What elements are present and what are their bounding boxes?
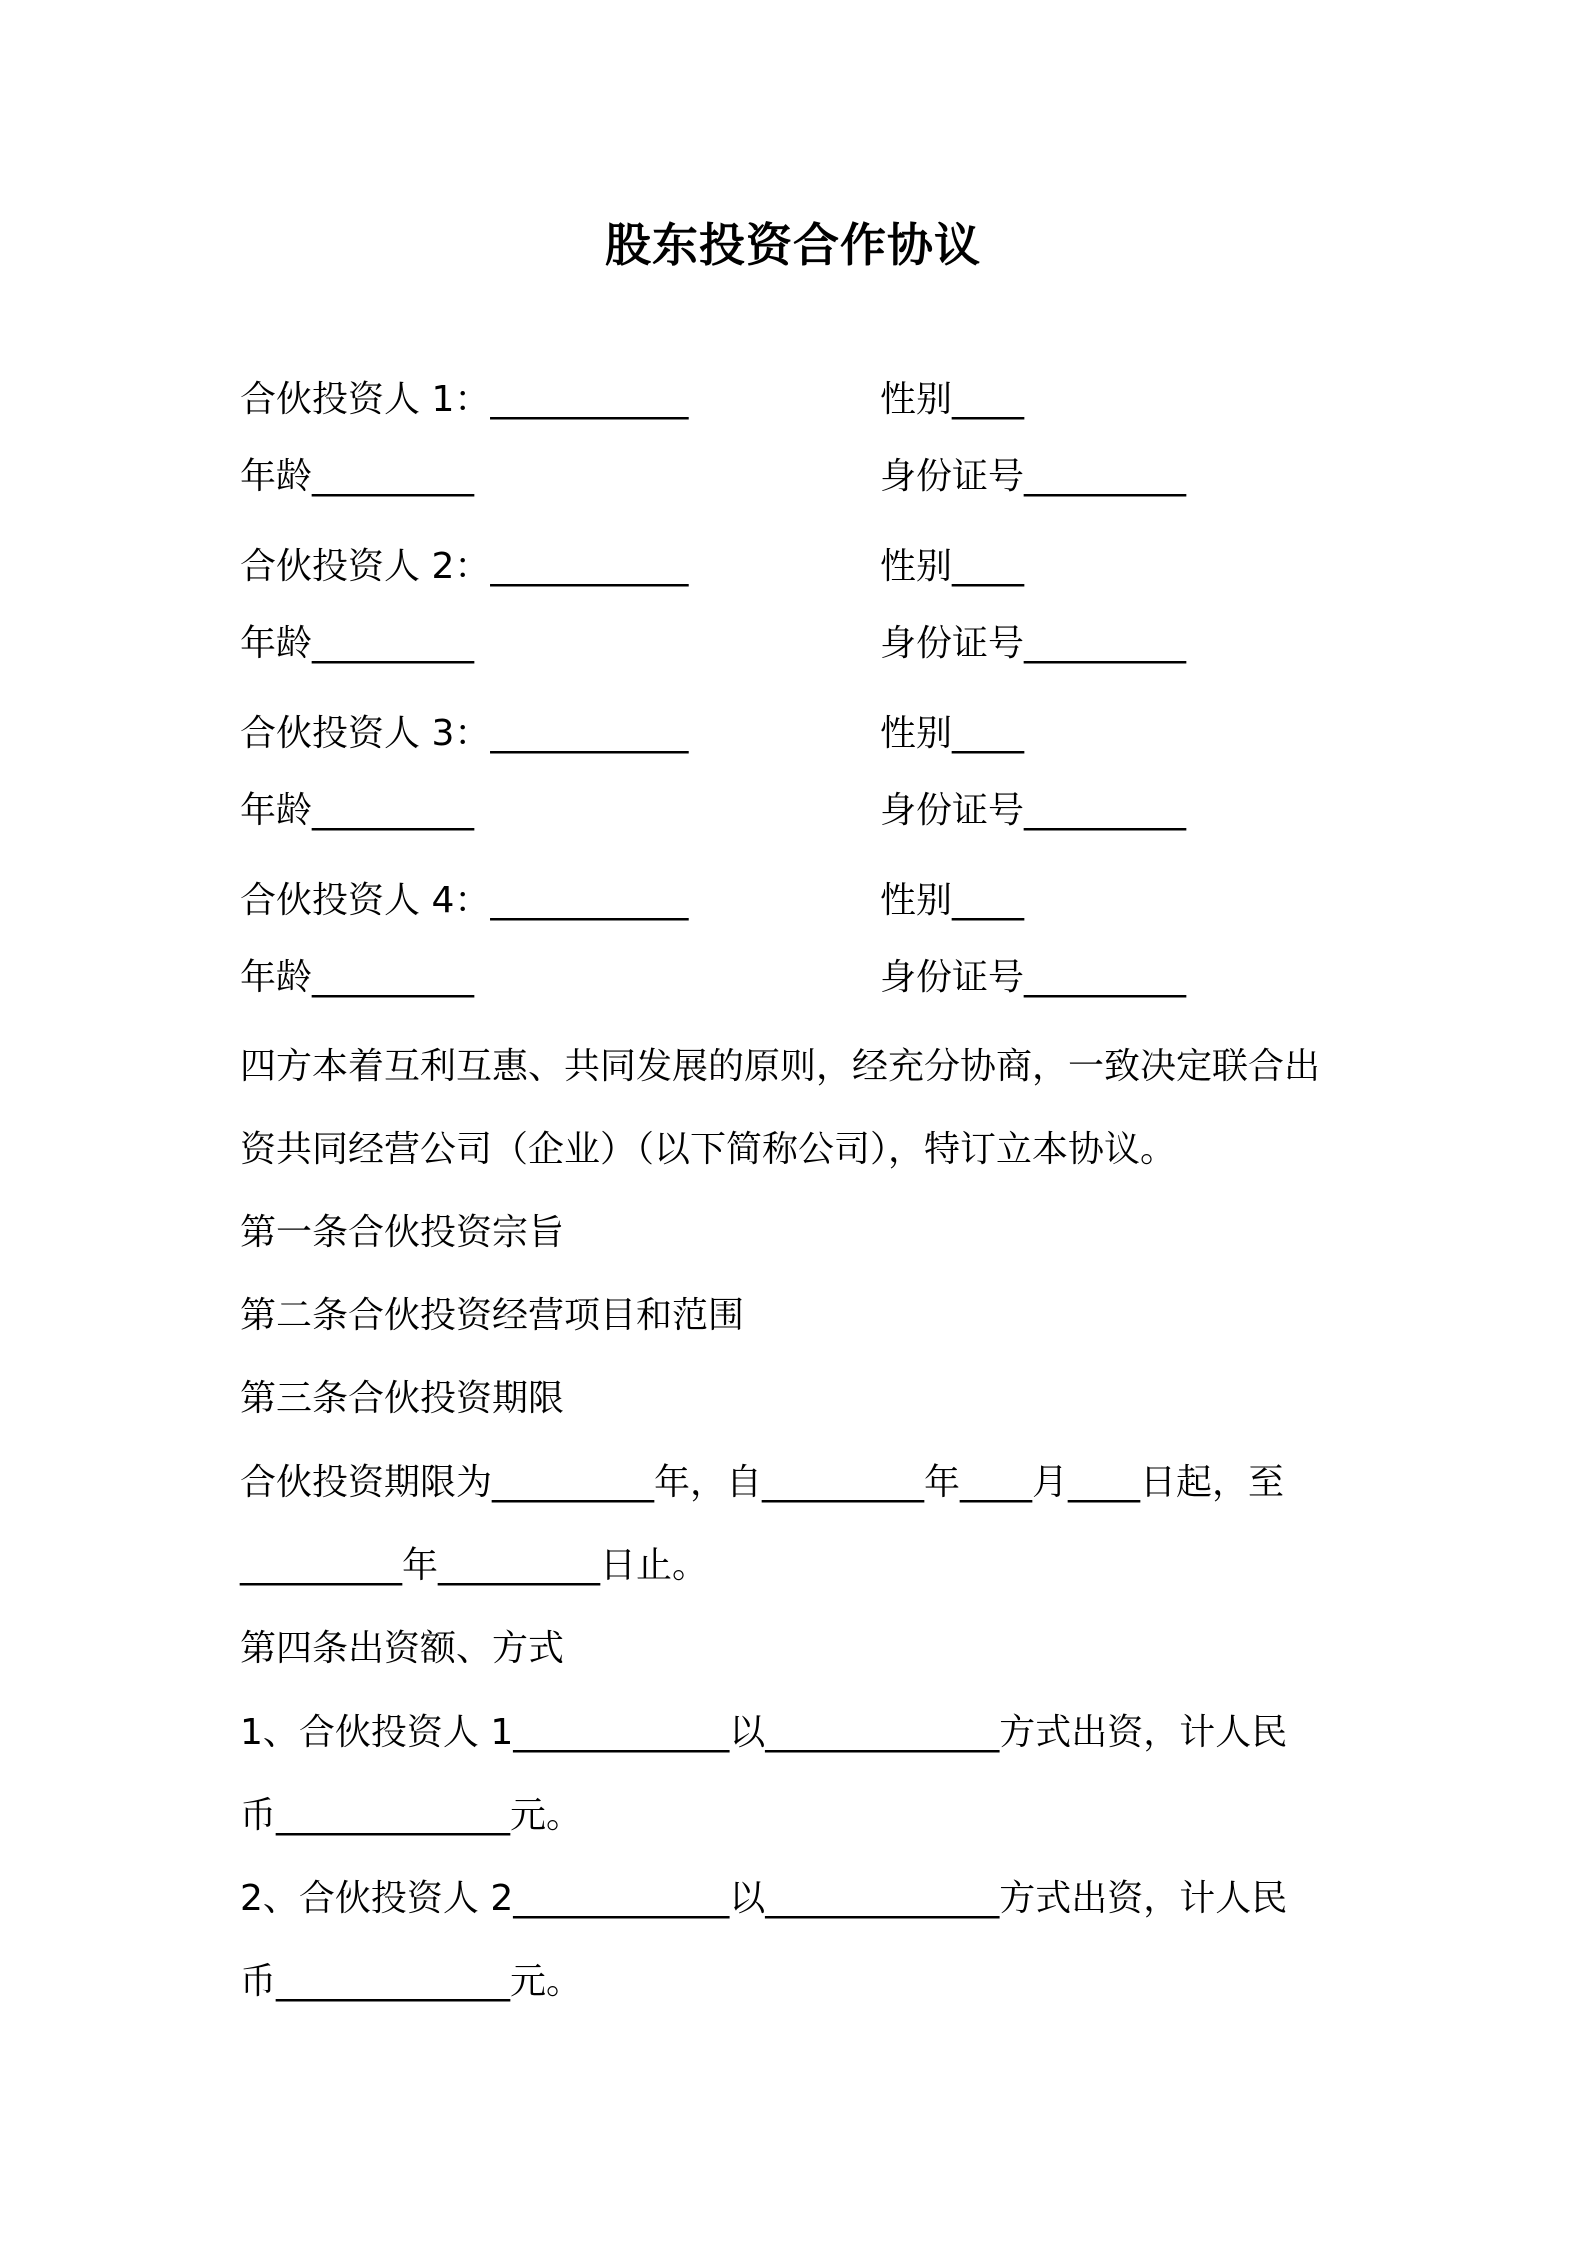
document-title: 股东投资合作协议 bbox=[605, 218, 981, 272]
article-4-heading: 第四条出资额、方式 bbox=[240, 1628, 565, 1669]
article-1-heading: 第一条合伙投资宗旨 bbox=[240, 1212, 565, 1253]
investor-4-age-field: 年龄_________ bbox=[240, 957, 475, 998]
investor-2-id-field: 身份证号_________ bbox=[880, 623, 1187, 664]
contribution-2-line-2: 币_____________元。 bbox=[240, 1961, 583, 2002]
investor-2-age-field: 年龄_________ bbox=[240, 623, 475, 664]
investor-3-age-field: 年龄_________ bbox=[240, 790, 475, 831]
investor-4-gender-field: 性别____ bbox=[880, 880, 1025, 921]
investor-3-gender-field: 性别____ bbox=[880, 713, 1025, 754]
investor-4-id-field: 身份证号_________ bbox=[880, 957, 1187, 998]
preamble-line-2: 资共同经营公司（企业）（以下简称公司），特订立本协议。 bbox=[240, 1129, 1177, 1170]
investor-1-id-field: 身份证号_________ bbox=[880, 456, 1187, 497]
investor-1-name-field: 合伙投资人 1：___________ bbox=[240, 379, 689, 420]
term-line-1: 合伙投资期限为_________年，自_________年____月____日起，至 bbox=[240, 1462, 1285, 1503]
investor-1-gender-field: 性别____ bbox=[880, 379, 1025, 420]
article-3-heading: 第三条合伙投资期限 bbox=[240, 1378, 565, 1419]
contribution-1-line-1: 1、合伙投资人 1____________以_____________方式出资，计人民 bbox=[240, 1712, 1288, 1753]
article-2-heading: 第二条合伙投资经营项目和范围 bbox=[240, 1295, 745, 1336]
investor-1-age-field: 年龄_________ bbox=[240, 456, 475, 497]
investor-3-name-field: 合伙投资人 3：___________ bbox=[240, 713, 689, 754]
investor-4-name-field: 合伙投资人 4：___________ bbox=[240, 880, 689, 921]
investor-3-id-field: 身份证号_________ bbox=[880, 790, 1187, 831]
contribution-2-line-1: 2、合伙投资人 2____________以_____________方式出资，计人民 bbox=[240, 1878, 1288, 1919]
contribution-1-line-2: 币_____________元。 bbox=[240, 1795, 583, 1836]
investor-2-name-field: 合伙投资人 2：___________ bbox=[240, 546, 689, 587]
term-line-2: _________年_________日止。 bbox=[240, 1545, 709, 1586]
preamble-line-1: 四方本着互利互惠、共同发展的原则，经充分协商，一致决定联合出 bbox=[240, 1046, 1321, 1087]
investor-2-gender-field: 性别____ bbox=[880, 546, 1025, 587]
